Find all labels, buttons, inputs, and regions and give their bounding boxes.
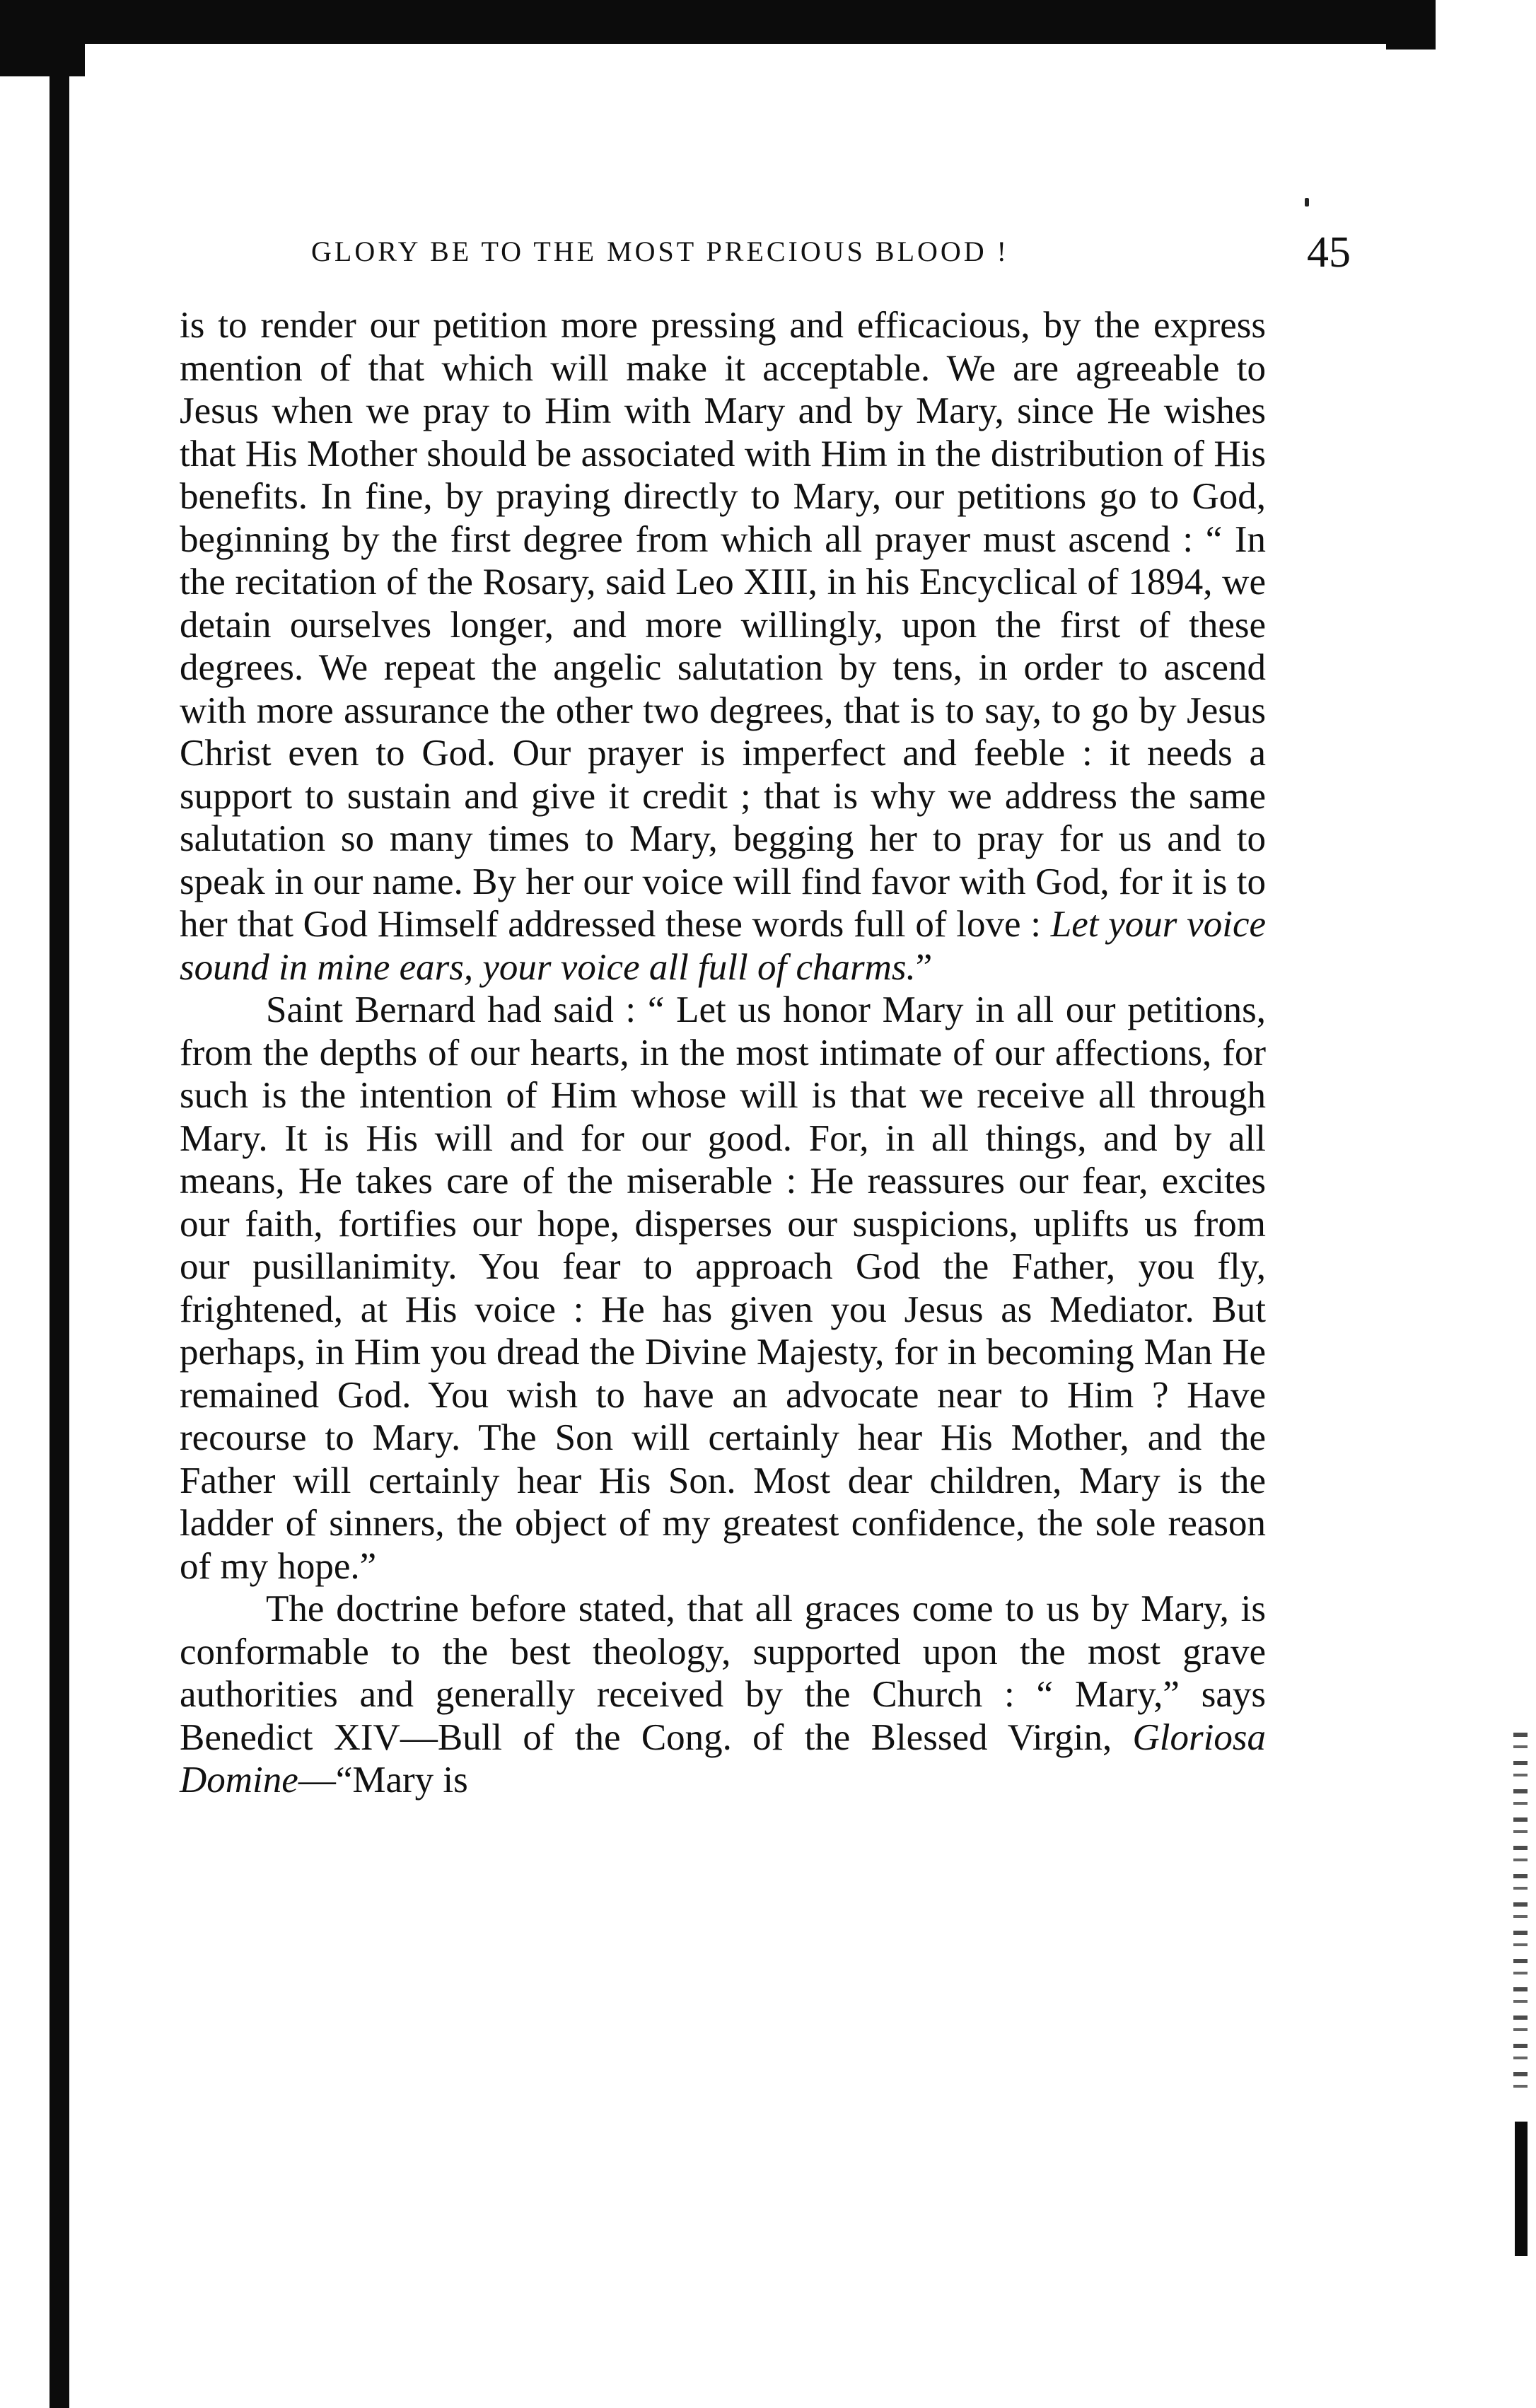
running-title: GLORY BE TO THE MOST PRECIOUS BLOOD ! <box>311 235 1009 267</box>
running-head <box>311 228 1351 284</box>
scan-edge-shadow <box>1515 2122 1528 2256</box>
text-segment: is to render our petition more pressing and efficacious, by the express mention of that which will make it acceptable. We are agreeable to Jesus when we pray to Him with Mary and by Mary, since He wishes that His Mother should be associated with Him in the distribution of His benefits. In fine, by praying directly to Mary, our petitions go to God, beginning by the first degree from which all prayer must ascend : “ In the recitation of the Rosary, said Leo XIII, in his Encyclical of 1894, we detain ourselves longer, and more willingly, upon the first of these degrees. We repeat the angelic salutation by tens, in order to ascend with more assurance the other two degrees, that is to say, to go by Jesus Christ even to God. Our prayer is imperfect and feeble : it needs a support to sustain and give it credit ; that is why we address the same salutation so many times to Mary, begging her to pray for us and to speak in our name. By her our voice will find favor with God, for it is to her that God Himself addressed these words full of love : <box>180 305 1266 945</box>
scan-border-left <box>50 44 69 2408</box>
page-number: 45 <box>1307 228 1351 277</box>
paragraph <box>180 989 1266 1588</box>
scan-border-top-corner <box>1386 0 1436 50</box>
italic-quote: Let your voice sound in mine ears, your voice all full of charms. <box>180 904 1266 988</box>
scan-edge-noise <box>1513 1733 1528 2100</box>
body-text <box>180 304 1266 1802</box>
scan-border-left-rule <box>0 44 85 76</box>
paragraph <box>180 1588 1266 1802</box>
scan-speck <box>1305 198 1309 207</box>
text-segment: The doctrine before stated, that all graces come to us by Mary, is conformable to the best theology, supported upon the most grave authorities and generally received by the Church : “ Mary,” says Benedict XIV—Bull of the Cong. of the Blessed Virgin, <box>180 1588 1266 1758</box>
text-segment: ” <box>915 946 933 988</box>
paragraph <box>180 304 1266 989</box>
text-segment: Saint Bernard had said : “ Let us honor Mary in all our petitions, from the depths of our hearts, in the most intimate of our affections, for such is the intention of Him whose will is that we receive all through Mary. It is His will and for our good. For, in all things, and by all means, He takes care of the miserable : He reassures our fear, excites our faith, fortifies our hope, disperses our suspicions, uplifts us from our pusillanimity. You fear to approach God the Father, you fly, frightened, at His voice : He has given you Jesus as Mediator. But perhaps, in Him you dread the Divine Majesty, for in becoming Man He remained God. You wish to have an advocate near to Him ? Have recourse to Mary. The Son will certainly hear His Mother, and the Father will certainly hear His Son. Most dear children, Mary is the ladder of sinners, the object of my greatest confidence, the sole reason of my hope.” <box>180 989 1266 1587</box>
scan-border-top <box>0 0 1436 44</box>
text-segment: —“Mary is <box>298 1760 468 1801</box>
italic-title: Gloriosa Domine <box>180 1716 1266 1801</box>
